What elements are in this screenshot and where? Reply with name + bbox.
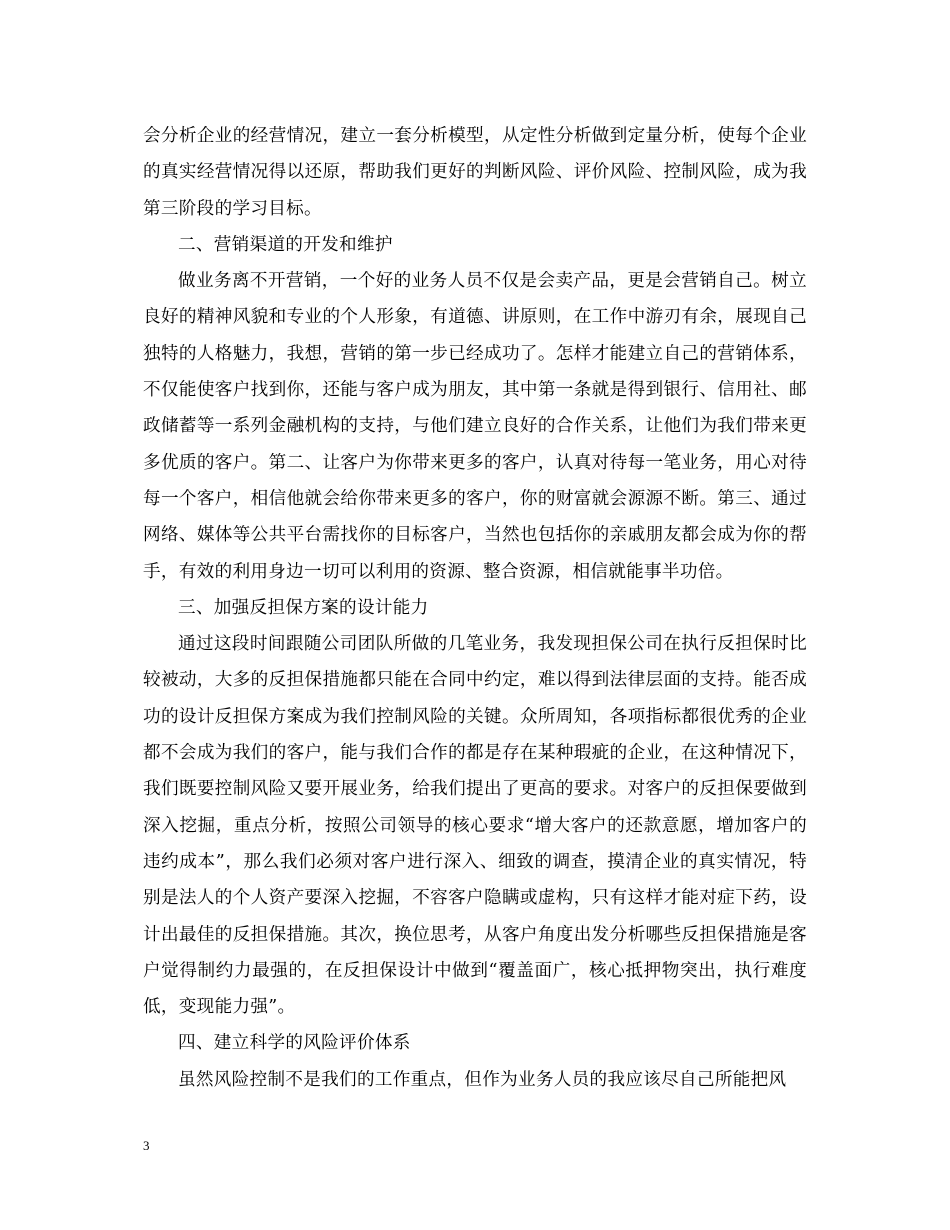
section-heading-counter-guarantee: 三、加强反担保方案的设计能力 bbox=[178, 597, 429, 618]
paragraph-risk-evaluation: 虽然风险控制不是我们的工作重点，但作为业务人员的我应该尽自己所能把风 bbox=[178, 1069, 787, 1090]
paragraph-continued-analysis: 会分析企业的经营情况，建立一套分析模型，从定性分析做到定量分析，使每个企业的真实经营情况得以还原，帮助我们更好的判断风险、评价风险、控制风险，成为我第三阶段的学习目标。 bbox=[143, 126, 807, 219]
paragraph-marketing: 做业务离不开营销，一个好的业务人员不仅是会卖产品，更是会营销自己。树立良好的精神风貌和专业的个人形象，有道德、讲原则，在工作中游刃有余，展现自己独特的人格魅力，我想，营销的第一步已经成功了。怎样才能建立自己的营销体系，不仅能使客户找到你，还能与客户成为朋友，其中第一条就是得到银行、信用社、邮政储蓄等一系列金融机构的支持，与他们建立良好的合作关系，让他们为我们带来更多优质的客户。第二、让客户为你带来更多的客户，认真对待每一笔业务，用心对待每一个客户，相信他就会给你带来更多的客户，你的财富就会源源不断。第三、通过网络、媒体等公共平台需找你的目标客户，当然也包括你的亲戚朋友都会成为你的帮手，有效的利用身边一切可以利用的资源、整合资源，相信就能事半功倍。 bbox=[143, 271, 807, 582]
section-heading-risk-evaluation: 四、建立科学的风险评价体系 bbox=[178, 1033, 411, 1054]
paragraph-counter-guarantee: 通过这段时间跟随公司团队所做的几笔业务，我发现担保公司在执行反担保时比较被动，大多的反担保措施都只能在合同中约定，难以得到法律层面的支持。能否成功的设计反担保方案成为我们控制风险的关键。众所周知，各项指标都很优秀的企业都不会成为我们的客户，能与我们合作的都是存在某种瑕疵的企业，在这种情况下，我们既要控制风险又要开展业务，给我们提出了更高的要求。对客户的反担保要做到深入挖掘，重点分析，按照公司领导的核心要求“增大客户的还款意愿，增加客户的违约成本”，那么我们必须对客户进行深入、细致的调查，摸清企业的真实情况，特别是法人的个人资产要深入挖掘，不容客户隐瞒或虚构，只有这样才能对症下药，设计出最佳的反担保措施。其次，换位思考，从客户角度出发分析哪些反担保措施是客户觉得制约力最强的，在反担保设计中做到“覆盖面广，核心抵押物突出，执行难度低，变现能力强”。 bbox=[143, 634, 807, 1018]
document-body bbox=[143, 118, 807, 1098]
section-heading-marketing-channels: 二、营销渠道的开发和维护 bbox=[178, 234, 393, 255]
page-number: 3 bbox=[143, 1138, 150, 1153]
